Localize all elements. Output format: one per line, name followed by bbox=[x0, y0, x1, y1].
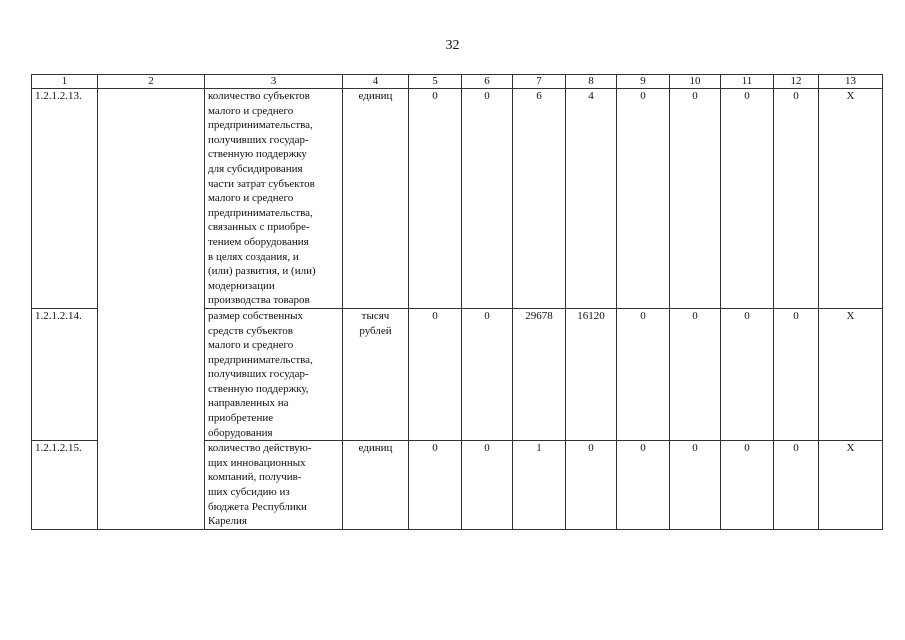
indicator-name-line: щих инновационных bbox=[208, 456, 306, 469]
column-header: 12 bbox=[774, 75, 819, 89]
indicator-name-line: ственную поддержку bbox=[208, 148, 307, 161]
unit-cell bbox=[343, 89, 409, 309]
indicator-name-line: Карелия bbox=[208, 515, 247, 528]
unit-line: рублей bbox=[359, 324, 392, 337]
column-header: 9 bbox=[617, 75, 670, 89]
value-cell: 0 bbox=[462, 89, 513, 309]
column-header: 3 bbox=[205, 75, 343, 89]
value-cell: 0 bbox=[670, 308, 721, 440]
indicator-name-line: малого и среднего bbox=[208, 104, 294, 117]
indicator-name bbox=[205, 89, 343, 309]
indicator-name-line: размер собственных bbox=[208, 309, 304, 322]
indicator-code: 1.2.1.2.15. bbox=[32, 441, 98, 530]
value-cell: 4 bbox=[566, 89, 617, 309]
column-header: 5 bbox=[409, 75, 462, 89]
indicator-name-line: (или) развития, и (или) bbox=[208, 265, 316, 278]
unit-line: единиц bbox=[358, 90, 393, 102]
column-header: 2 bbox=[98, 75, 205, 89]
indicator-code: 1.2.1.2.13. bbox=[32, 89, 98, 309]
indicator-name-line: предпринимательства, bbox=[208, 206, 313, 219]
indicator-name bbox=[205, 441, 343, 530]
indicator-name-line: части затрат субъектов bbox=[208, 177, 315, 190]
indicator-code: 1.2.1.2.14. bbox=[32, 308, 98, 440]
indicator-name-line: получивших государ- bbox=[208, 133, 309, 146]
indicator-name-line: связанных с приобре- bbox=[208, 221, 310, 234]
page-number: 32 bbox=[445, 38, 460, 53]
value-cell: 0 bbox=[462, 441, 513, 530]
value-cell: 16120 bbox=[566, 308, 617, 440]
column-header: 11 bbox=[721, 75, 774, 89]
value-cell: 0 bbox=[721, 441, 774, 530]
column-header: 6 bbox=[462, 75, 513, 89]
indicator-name-line: тением оборудования bbox=[208, 235, 309, 248]
indicator-name-line: средств субъектов bbox=[208, 324, 293, 337]
column-header: 10 bbox=[670, 75, 721, 89]
value-cell: 0 bbox=[670, 441, 721, 530]
program-name-cell bbox=[98, 89, 205, 530]
indicator-name-line: производства товаров bbox=[208, 294, 310, 307]
indicator-name-line: бюджета Республики bbox=[208, 500, 307, 513]
value-cell: 0 bbox=[566, 441, 617, 530]
table-row bbox=[32, 89, 883, 309]
column-header: 4 bbox=[343, 75, 409, 89]
indicators-table bbox=[31, 74, 883, 530]
unit-line: тысяч bbox=[361, 309, 390, 322]
indicator-name-line: направленных на bbox=[208, 397, 289, 410]
column-header: 1 bbox=[32, 75, 98, 89]
value-cell: 29678 bbox=[513, 308, 566, 440]
value-cell: 0 bbox=[721, 89, 774, 309]
value-cell: Х bbox=[819, 89, 883, 309]
indicator-name-line: малого и среднего bbox=[208, 192, 294, 205]
indicator-name-line: количество субъектов bbox=[208, 90, 310, 102]
unit-line: единиц bbox=[358, 442, 393, 455]
value-cell: 6 bbox=[513, 89, 566, 309]
value-cell: Х bbox=[819, 441, 883, 530]
value-cell: Х bbox=[819, 308, 883, 440]
indicator-name bbox=[205, 308, 343, 440]
column-header: 7 bbox=[513, 75, 566, 89]
indicator-name-line: ственную поддержку, bbox=[208, 382, 309, 395]
column-header: 8 bbox=[566, 75, 617, 89]
value-cell: 0 bbox=[462, 308, 513, 440]
indicator-name-line: получивших государ- bbox=[208, 368, 309, 381]
indicator-name-line: количество действую- bbox=[208, 442, 312, 455]
unit-cell bbox=[343, 441, 409, 530]
value-cell: 0 bbox=[617, 441, 670, 530]
indicator-name-line: предпринимательства, bbox=[208, 119, 313, 132]
value-cell: 0 bbox=[721, 308, 774, 440]
value-cell: 0 bbox=[774, 441, 819, 530]
indicator-name-line: для субсидирования bbox=[208, 162, 303, 175]
value-cell: 0 bbox=[774, 308, 819, 440]
indicator-name-line: приобретение bbox=[208, 412, 274, 425]
indicator-name-line: оборудования bbox=[208, 426, 273, 439]
indicator-name-line: в целях создания, и bbox=[208, 250, 299, 263]
value-cell: 0 bbox=[409, 308, 462, 440]
indicator-name-line: малого и среднего bbox=[208, 339, 294, 352]
column-header: 13 bbox=[819, 75, 883, 89]
indicator-name-line: ших субсидию из bbox=[208, 486, 290, 499]
value-cell: 1 bbox=[513, 441, 566, 530]
indicator-name-line: модернизации bbox=[208, 279, 275, 292]
value-cell: 0 bbox=[670, 89, 721, 309]
indicator-name-line: компаний, получив- bbox=[208, 471, 302, 484]
unit-cell bbox=[343, 308, 409, 440]
indicator-name-line: предпринимательства, bbox=[208, 353, 313, 366]
value-cell: 0 bbox=[774, 89, 819, 309]
value-cell: 0 bbox=[409, 441, 462, 530]
value-cell: 0 bbox=[617, 308, 670, 440]
value-cell: 0 bbox=[409, 89, 462, 309]
column-number-row bbox=[32, 75, 883, 89]
value-cell: 0 bbox=[617, 89, 670, 309]
